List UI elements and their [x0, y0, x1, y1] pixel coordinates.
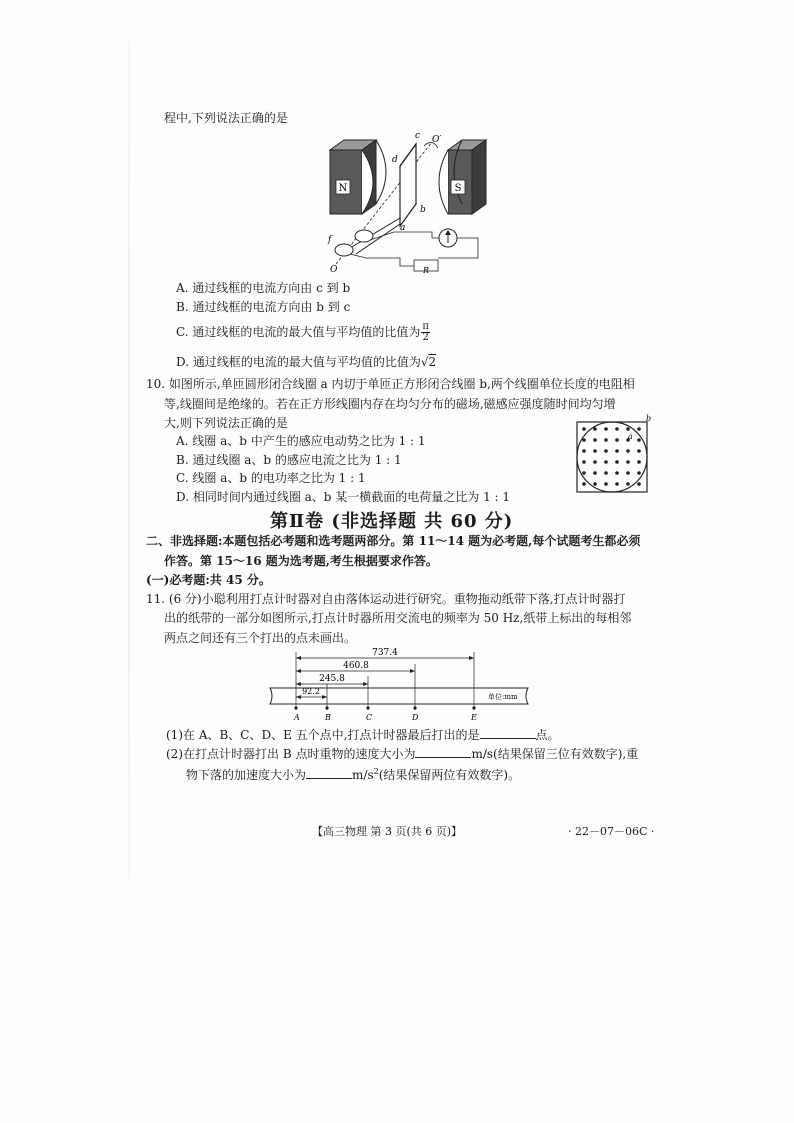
q11-line-3: 两点之间还有三个打出的点未画出。: [164, 631, 357, 645]
q9-option-d: [176, 354, 436, 370]
generator-figure: [320, 128, 500, 274]
label-S: S: [454, 183, 462, 194]
footer-page-info: 【高三物理 第 3 页(共 6 页)】: [312, 825, 463, 838]
field-dot: [582, 427, 586, 431]
field-dot: [593, 438, 597, 442]
field-dot: [582, 460, 586, 464]
q11-sub-2b: 物下落的加速度大小为 $m/s^2$(结果保留两位有效数字)。: [186, 767, 521, 782]
label-b: b: [420, 205, 426, 215]
field-dot: [593, 482, 597, 486]
answer-blank-3[interactable]: [306, 766, 352, 779]
q11-line-2: 出的纸带的一部分如图所示,打点计时器所用交流电的频率为 50 Hz,纸带上标出的每相邻: [164, 611, 632, 625]
point-E: E: [471, 713, 477, 722]
q10-option-b: B. 通过线圈 a、b 的感应电流之比为 1 : 1: [176, 453, 402, 467]
field-dot: [637, 438, 641, 442]
q10-line-1: 10. 如图所示,单匝圆形闭合线圈 a 内切于单匝正方形闭合线圈 b,两个线圈单位长度的电阻相: [146, 377, 635, 391]
answer-blank-1[interactable]: [480, 726, 536, 739]
scan-edge: [128, 40, 130, 880]
field-dot: [582, 438, 586, 442]
label-O: O: [330, 265, 338, 274]
field-dot: [626, 449, 630, 453]
q11-sub-1: (1)在 A、B、C、D、E 五个点中,打点计时器最后打出的是 点。: [166, 728, 560, 742]
field-dot: [626, 482, 630, 486]
field-dot: [615, 427, 619, 431]
point-B: B: [325, 713, 331, 722]
field-dot: [593, 460, 597, 464]
field-dot: [637, 471, 641, 475]
label-O-prime: O′: [432, 135, 442, 145]
label-a: a: [400, 223, 406, 233]
field-dot: [637, 427, 641, 431]
field-dot: [593, 471, 597, 475]
q10-option-c: C. 线圈 a、b 的电功率之比为 1 : 1: [176, 471, 366, 485]
q9-option-c-text: C. 通过线框的电流的最大值与平均值的比值为: [176, 325, 421, 339]
label-c: c: [415, 131, 421, 141]
label-R: R: [423, 266, 430, 274]
field-dot: [637, 449, 641, 453]
q10-option-a: A. 线圈 a、b 中产生的感应电动势之比为 1 : 1: [176, 434, 426, 448]
label-b: b: [646, 414, 652, 423]
field-dot: [604, 427, 608, 431]
q10-line-2: 等,线圈间是绝缘的。若在正方形线圈内存在均匀分布的磁场,磁感应强度随时间均匀增: [164, 397, 616, 411]
point-C: C: [366, 713, 373, 722]
section-2-title: 第Ⅱ卷 (非选择题 共 60 分): [270, 511, 514, 532]
field-dot: [593, 427, 597, 431]
field-dot: [626, 471, 630, 475]
field-dot: [626, 460, 630, 464]
unit-label: 单位:mm: [488, 693, 518, 701]
footer-code: · 22－07－06C ·: [568, 825, 655, 838]
field-dot: [582, 471, 586, 475]
field-dot: [626, 427, 630, 431]
field-dot: [615, 449, 619, 453]
field-dot: [582, 482, 586, 486]
point-A: A: [294, 713, 300, 722]
label-N: N: [338, 183, 348, 194]
q9-option-c: [176, 322, 430, 343]
answer-blank-2[interactable]: [415, 745, 471, 758]
field-dot: [604, 460, 608, 464]
field-dot: [637, 460, 641, 464]
section-2-intro-2: 作答。第 15～16 题为选考题,考生根据要求作答。: [164, 554, 438, 568]
q9-stem-tail: 程中,下列说法正确的是: [164, 111, 288, 125]
dim-ab: 92.2: [302, 687, 320, 696]
field-dot: [604, 438, 608, 442]
q10-option-d: D. 相同时间内通过线圈 a、b 某一横截面的电荷量之比为 1 : 1: [176, 490, 511, 504]
section-2-intro-1: 二、非选择题:本题包括必考题和选考题两部分。第 11～14 题为必考题,每个试题考生都必须: [146, 534, 641, 548]
field-dot: [604, 482, 608, 486]
sqrt-symbol: √: [420, 355, 429, 369]
point-D: D: [412, 713, 419, 722]
q10-line-3: 大,则下列说法正确的是: [164, 416, 288, 430]
fraction-pi-over-2: $\frac{\pi}{2}$: [422, 321, 429, 343]
dim-ae: 737.4: [372, 648, 398, 658]
coil-figure: [574, 414, 656, 496]
label-f: f: [328, 235, 332, 245]
label-a: a: [628, 432, 633, 441]
q11-line-1: 11. (6 分)小聪利用打点计时器对自由落体运动进行研究。重物拖动纸带下落,打点计时器打: [146, 592, 626, 606]
required-section: (一)必考题:共 45 分。: [146, 573, 271, 587]
field-dot: [615, 471, 619, 475]
dim-ad: 460.8: [343, 661, 369, 671]
field-dot: [615, 482, 619, 486]
q11-sub-2: (2)在打点计时器打出 B 点时重物的速度大小为 m/s(结果保留三位有效数字),重: [166, 747, 639, 761]
label-d: d: [392, 155, 398, 165]
paper-tape-figure: [266, 644, 532, 724]
q9-option-b: B. 通过线框的电流方向由 b 到 c: [176, 300, 351, 314]
field-dot: [615, 460, 619, 464]
field-dot: [637, 482, 641, 486]
field-dot: [593, 449, 597, 453]
field-dot: [615, 438, 619, 442]
field-dot: [604, 471, 608, 475]
field-dot: [604, 449, 608, 453]
q9-option-a: A. 通过线框的电流方向由 c 到 b: [176, 281, 351, 295]
q9-option-d-text: D. 通过线框的电流的最大值与平均值的比值为: [176, 355, 421, 369]
field-dot: [582, 449, 586, 453]
dim-ac: 245.8: [319, 674, 345, 684]
sqrt-value: 2: [428, 355, 437, 369]
